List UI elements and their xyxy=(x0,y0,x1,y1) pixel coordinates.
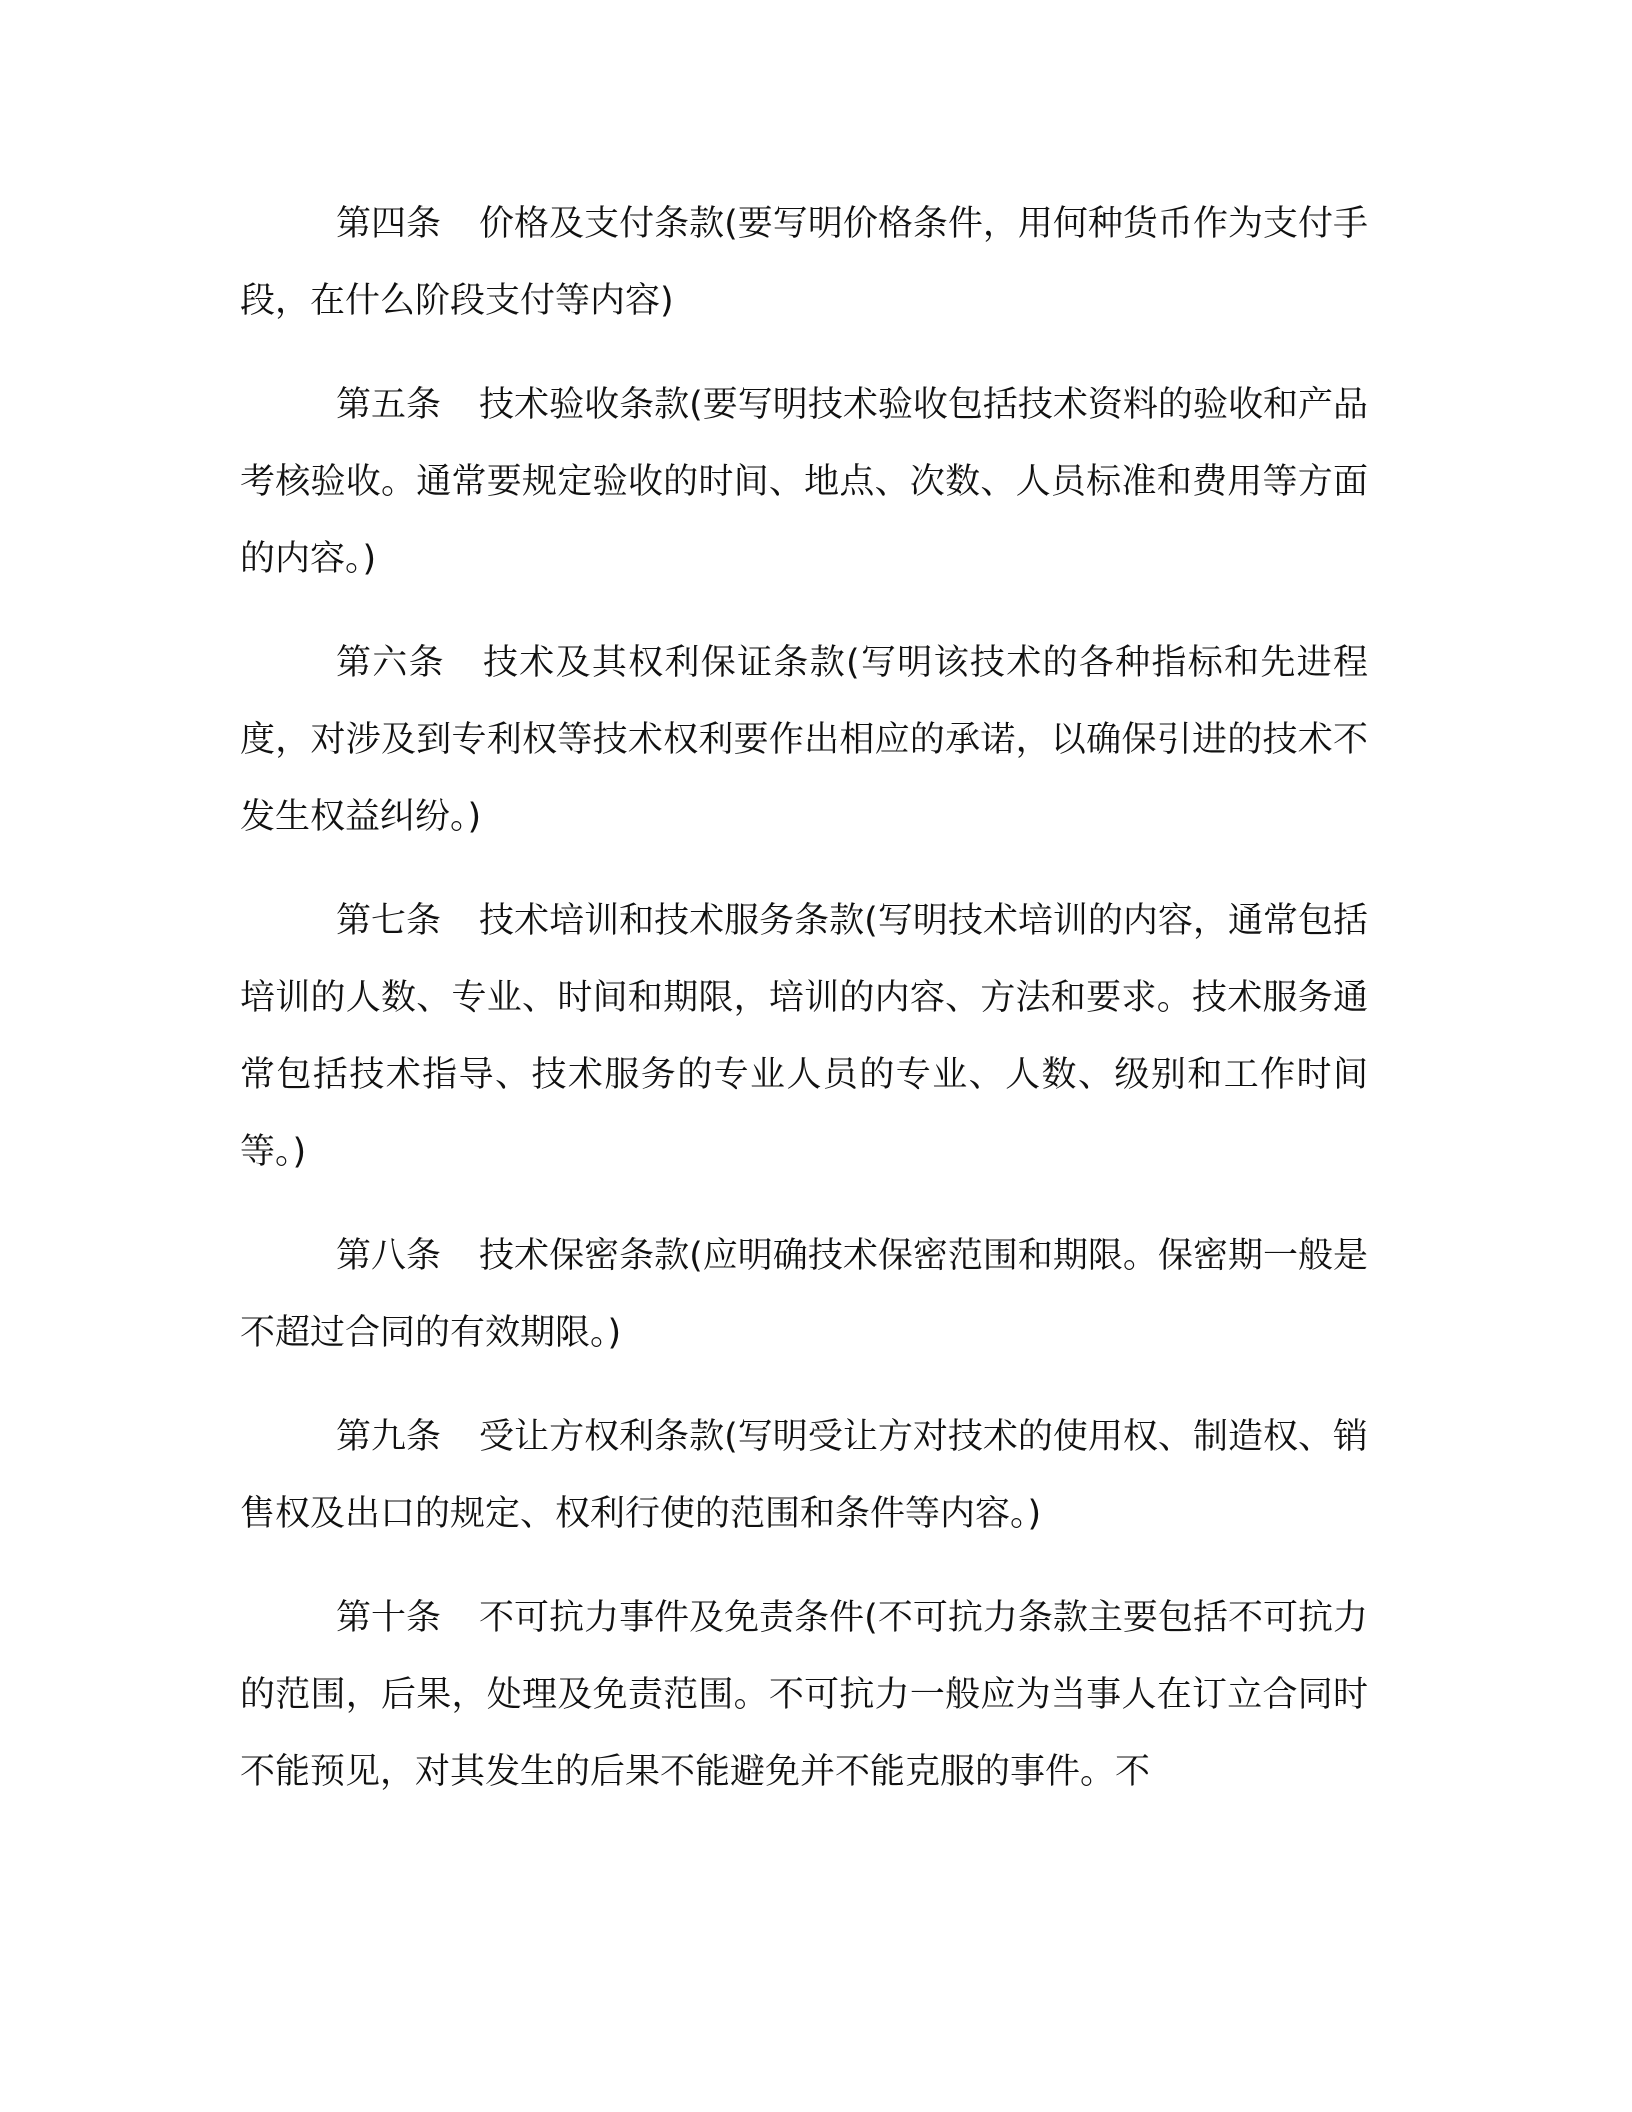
clause-text: 受让方权利条款(写明受让方对技术的使用权、制造权、销售权及出口的规定、权利行使的范围和条件等内容。) xyxy=(240,1417,1368,1534)
clause-text: 技术验收条款(要写明技术验收包括技术资料的验收和产品考核验收。通常要规定验收的时间、地点、次数、人员标准和费用等方面的内容。) xyxy=(240,385,1368,579)
clause-number: 第七条 xyxy=(336,901,442,941)
clause-number: 第十条 xyxy=(336,1598,442,1638)
clause-text: 技术培训和技术服务条款(写明技术培训的内容，通常包括培训的人数、专业、时间和期限，培训的内容、方法和要求。技术服务通常包括技术指导、技术服务的专业人员的专业、人数、级别和工作时间等。) xyxy=(240,901,1368,1172)
clause-text: 技术保密条款(应明确技术保密范围和期限。保密期一般是不超过合同的有效期限。) xyxy=(240,1236,1368,1353)
clause-number: 第六条 xyxy=(336,643,445,683)
clause-9 xyxy=(240,1399,1368,1553)
clause-number: 第五条 xyxy=(336,385,442,425)
clause-number: 第九条 xyxy=(336,1417,442,1457)
clause-7 xyxy=(240,883,1368,1191)
clause-number: 第八条 xyxy=(336,1236,442,1276)
clause-8 xyxy=(240,1218,1368,1372)
clause-6 xyxy=(240,625,1368,856)
clause-5 xyxy=(240,367,1368,598)
clause-text: 技术及其权利保证条款(写明该技术的各种指标和先进程度，对涉及到专利权等技术权利要作出相应的承诺，以确保引进的技术不发生权益纠纷。) xyxy=(240,643,1368,837)
clause-text: 不可抗力事件及免责条件(不可抗力条款主要包括不可抗力的范围，后果，处理及免责范围。不可抗力一般应为当事人在订立合同时不能预见，对其发生的后果不能避免并不能克服的事件。不 xyxy=(240,1598,1368,1792)
clause-text: 价格及支付条款(要写明价格条件，用何种货币作为支付手段，在什么阶段支付等内容) xyxy=(240,204,1368,321)
clause-10 xyxy=(240,1580,1368,1811)
document-body xyxy=(240,186,1368,1838)
clause-number: 第四条 xyxy=(336,204,442,244)
clause-4 xyxy=(240,186,1368,340)
